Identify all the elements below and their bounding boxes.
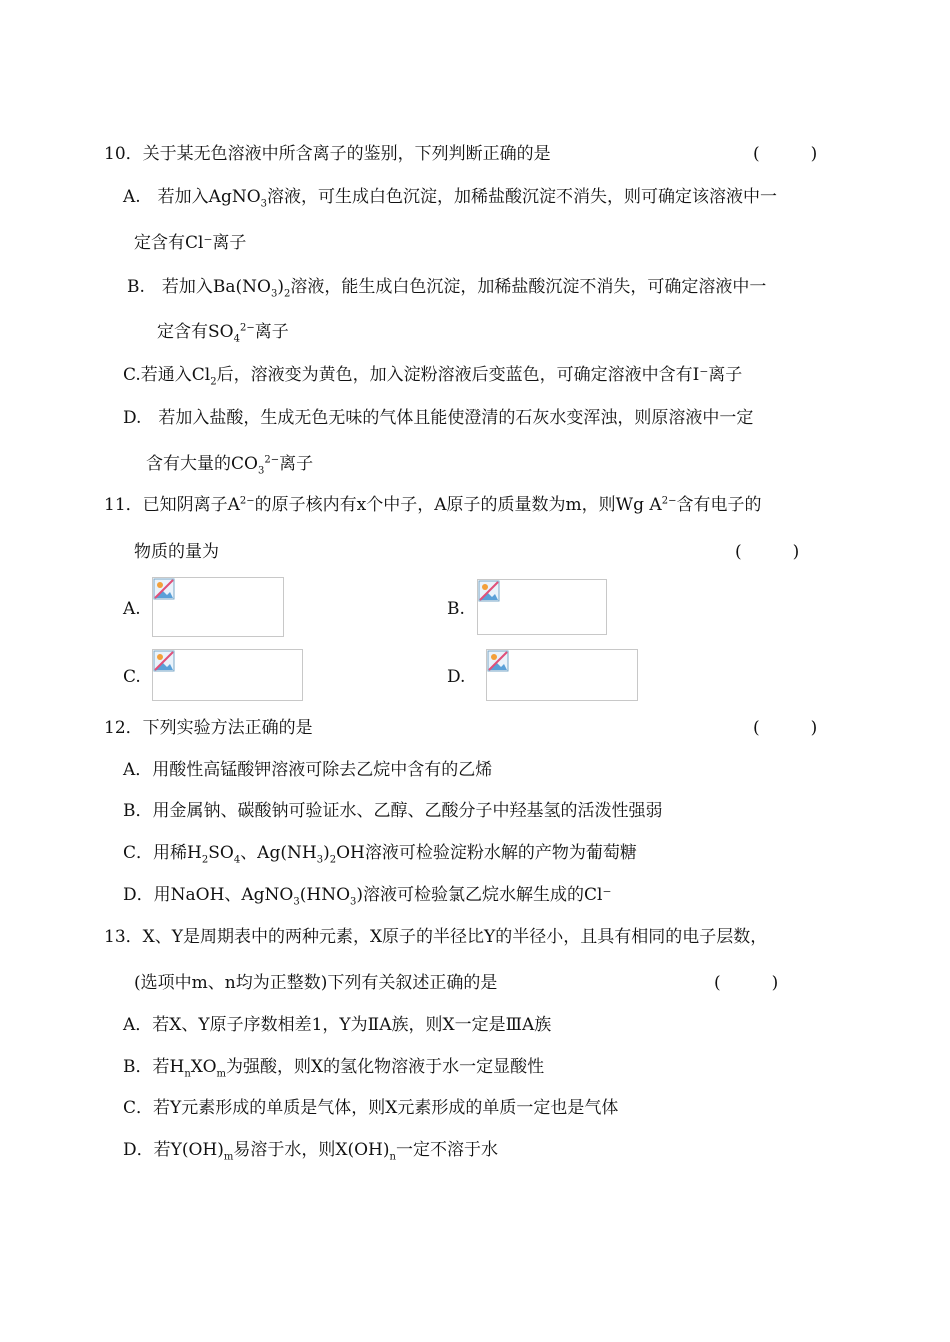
q13-option-c: C．若Y元素形成的单质是气体，则X元素形成的单质一定也是气体 [123,1098,619,1118]
broken-image-icon [153,578,175,600]
q11-stem-line2: 物质的量为 [134,542,219,562]
q12-option-c: C．用稀$H_2SO_4$、$Ag(NH_3)_2OH$溶液可检验淀粉水解的产物为葡萄糖 [123,843,637,866]
q12-answer-paren: ( ) [753,718,818,738]
q10-answer-paren: ( ) [753,144,818,164]
q13-option-b: B．若$H_nXO_m$为强酸，则X的氢化物溶液于水一定显酸性 [123,1057,545,1080]
q11-stem: 11．已知阴离子$A^{2-}$的原子核内有x个中子，A原子的质量数为m，则Wg $A^{2-}$含有电子的 [104,495,762,515]
q11-option-d-label: D. [447,667,466,687]
q10-option-d-line1: D. 若加入盐酸，生成无色无味的气体且能使澄清的石灰水变浑浊，则原溶液中一定 [123,408,754,428]
q13-option-d: D．若$Y(OH)_m$易溶于水，则$X(OH)_n$一定不溶于水 [123,1140,498,1163]
q10-option-b-line1: B. 若加入$Ba(NO_3)_2$溶液，能生成白色沉淀，加稀盐酸沉淀不消失，可确定溶液中一 [127,277,767,300]
q10-option-b-line2: 定含有$SO_4^{2-}$离子 [157,322,289,345]
q11-option-c-label: C. [123,667,141,687]
broken-image-icon [487,650,509,672]
q13-stem: 13．X、Y是周期表中的两种元素，X原子的半径比Y的半径小，且具有相同的电子层数， [104,927,768,947]
q11-answer-paren: ( ) [735,542,800,562]
broken-image-icon [153,650,175,672]
q13-option-a: A．若X、Y原子序数相差1，Y为ⅡA族，则X一定是ⅢA族 [123,1015,552,1035]
q13-stem-line2: (选项中m、n均为正整数)下列有关叙述正确的是 [134,973,498,993]
q10-option-c: C.若通入$Cl_2$后，溶液变为黄色，加入淀粉溶液后变蓝色，可确定溶液中含有I⁻离子 [123,365,743,388]
q11-option-d-image [486,649,638,701]
q11-option-b-image [477,579,607,635]
q11-option-b-label: B. [447,599,465,619]
q13-answer-paren: ( ) [714,973,779,993]
q10-option-a-line1: A. 若加入AgNO$_3$溶液，可生成白色沉淀，加稀盐酸沉淀不消失，则可确定该溶液中一 [123,187,778,210]
q10-option-d-line2: 含有大量的$CO_3^{2-}$离子 [146,454,314,477]
q12-option-a: A．用酸性高锰酸钾溶液可除去乙烷中含有的乙烯 [123,760,493,780]
q12-stem: 12．下列实验方法正确的是 [104,718,313,738]
q11-option-c-image [152,649,303,701]
q12-option-d: D．用NaOH、$AgNO_3(HNO_3)$溶液可检验氯乙烷水解生成的Cl⁻ [123,885,612,908]
q11-option-a-label: A. [123,599,141,619]
q11-option-a-image [152,577,284,637]
q10-stem: 10．关于某无色溶液中所含离子的鉴别，下列判断正确的是 [104,144,551,164]
q10-option-a-line2: 定含有Cl⁻离子 [134,233,247,253]
q12-option-b: B．用金属钠、碳酸钠可验证水、乙醇、乙酸分子中羟基氢的活泼性强弱 [123,801,663,821]
broken-image-icon [478,580,500,602]
